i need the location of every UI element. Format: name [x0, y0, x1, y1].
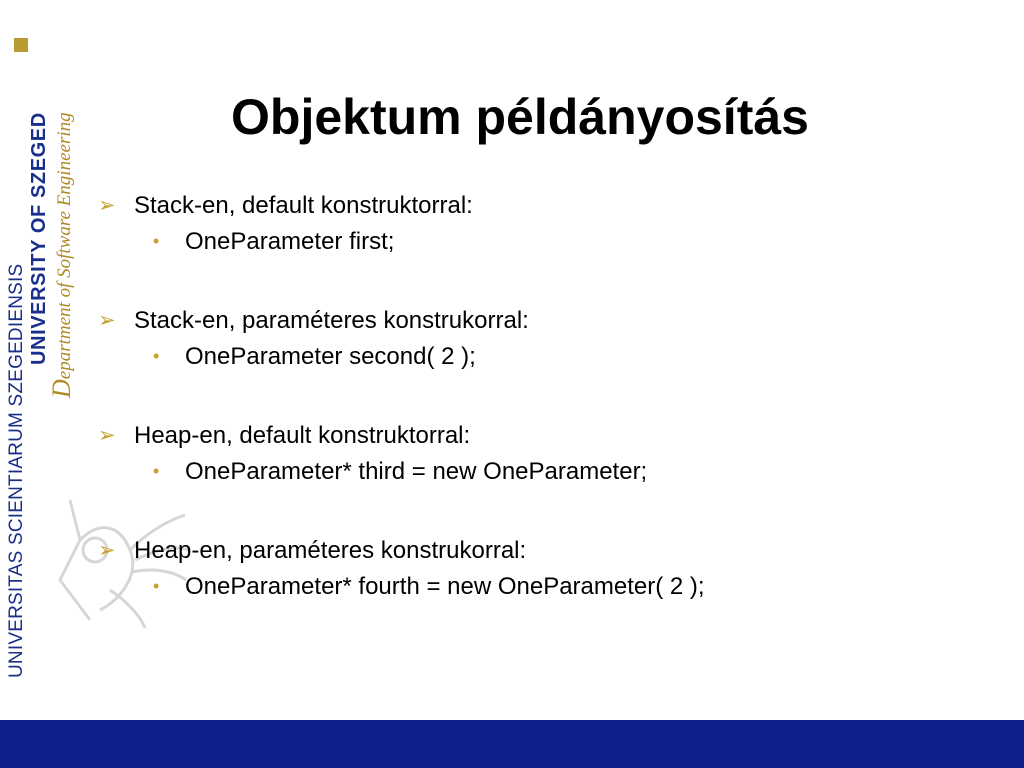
bullet-sub: OneParameter first; — [185, 228, 395, 255]
bullet-label: Heap-en, default konstruktorral: — [134, 422, 471, 449]
list-item — [98, 224, 998, 260]
bullet-sub: OneParameter* fourth = new OneParameter( 2 ); — [185, 573, 705, 600]
bullet-label: Heap-en, paraméteres konstrukorral: — [134, 537, 527, 564]
dot-icon: • — [153, 461, 160, 481]
dot-icon: • — [153, 346, 160, 366]
latin-name: UNIVERSITAS SCIENTIARUM SZEGEDIENSIS — [6, 263, 27, 678]
bullet-label: Stack-en, default konstruktorral: — [134, 192, 473, 219]
list-item — [98, 454, 998, 490]
bullet-sub: OneParameter second( 2 ); — [185, 343, 476, 370]
department-rest: epartment of Software Engineering — [54, 112, 75, 380]
department-name — [47, 112, 77, 398]
list-item — [98, 339, 998, 375]
university-name: UNIVERSITY OF SZEGED — [28, 112, 50, 365]
arrowhead-icon: ➢ — [98, 194, 116, 217]
arrowhead-icon: ➢ — [98, 539, 116, 562]
bullet-label: Stack-en, paraméteres konstrukorral: — [134, 307, 529, 334]
list-item — [98, 303, 998, 339]
slide-title: Objektum példányosítás — [231, 89, 809, 145]
list-item — [98, 569, 998, 605]
list-item — [98, 188, 998, 224]
bullet-sub: OneParameter* third = new OneParameter; — [185, 458, 648, 485]
footer-bar — [0, 720, 1024, 768]
arrowhead-icon: ➢ — [98, 309, 116, 332]
department-initial: D — [47, 379, 76, 398]
dot-icon: • — [153, 576, 160, 596]
dot-icon: • — [153, 231, 160, 251]
list-item — [98, 418, 998, 454]
arrowhead-icon: ➢ — [98, 424, 116, 447]
list-item — [98, 533, 998, 569]
gold-square — [14, 38, 28, 52]
bullet-list — [98, 188, 998, 605]
